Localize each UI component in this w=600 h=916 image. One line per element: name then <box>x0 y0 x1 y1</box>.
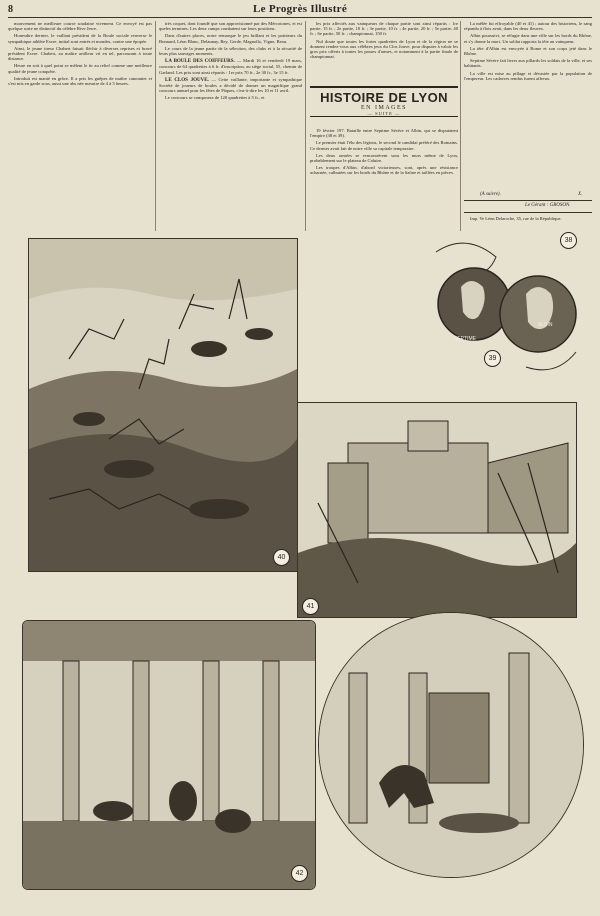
illustration-coins <box>426 232 588 380</box>
section-heading: LE CLOS JOUVE. <box>165 77 209 83</box>
imprint-line: Imp. Ve Léon Delaroche, 35, rue de la République. <box>470 216 562 221</box>
illustration-fortress <box>297 402 577 618</box>
paragraph: Le premier était l'élu des légions, le second le candidat préféré des Romains. Ce dernier avait fait de notre ville sa capitale temporaire. <box>310 140 458 151</box>
figure-number-badge: 42 <box>291 865 308 882</box>
paragraph: Le concours se composera de 120 quadrettes à 5 fr., et <box>165 95 265 101</box>
paragraph: La ville est mise au pillage et dévastée par la population de l'empereur. Les cadavres rendus furent affreux. <box>464 70 592 81</box>
text-column-right-top <box>310 21 458 83</box>
section-heading: LA BOULE DES COIFFEURS. <box>165 59 235 65</box>
text-column-far-right <box>464 21 592 191</box>
continued-note: (A suivre). <box>480 192 501 197</box>
paragraph: les prix affectés aux vainqueurs de chaque partie sont ainsi répartis : 1re partie, 15 fr. ; 2e partie, 10 fr. ; 3e partie, 10 fr. ; 4e partie, 20 fr. ; 5e partie, 40 fr. ; 6e partie, 50 fr. ; championnat, 150 fr. <box>310 21 458 37</box>
fortress-engraving <box>298 403 576 617</box>
section-text: — Mardi 16 et vendredi 19 mars, concours de 64 quadrettes à 6 fr. d'inscription, au siège social, 55, chemin de Garland. Les prix sont ainsi répartis : 1er prix 70 fr., 2e 30 fr., 3e 15 fr. <box>159 58 302 75</box>
page-number: 8 <box>8 4 13 15</box>
history-title: HISTOIRE DE LYON <box>320 90 448 105</box>
paragraph: très coquet, dont foundé que son approvisionné par des Mércotones, et est queles termines. Les deux camps combatent sur leurs positions. <box>159 21 302 32</box>
paragraph: Les troupes d'Albin, d'abord victorieuses, sont, après une résistance acharnée, culbutées sur les bords du Rhône et de la Saône et taillées en pièces. <box>310 165 458 176</box>
history-suite: — SUITE — <box>367 111 401 116</box>
section-paragraph <box>159 58 302 75</box>
illustration-horseman <box>318 612 584 878</box>
paragraph: mouvement ne meilleure course soudaine vivement. Ce envoyé est pas quelque sorte ne distinctif du célèbre Rive Jesre. <box>8 21 152 32</box>
column-divider <box>155 21 156 231</box>
newspaper-title: Le Progrès Illustré <box>252 3 348 15</box>
paragraph: Dans d'autres places, notre remarque le jeu brillant et les pointeurs du Bonnard, Léon Blanc, Delaunay, Rey, Gerde, Magnollo, Vigne, Beau. <box>159 33 302 44</box>
history-header <box>310 86 458 117</box>
figure-number-badge: 38 <box>560 232 577 249</box>
column-divider <box>460 21 461 231</box>
battle-engraving <box>29 239 297 571</box>
column-divider <box>305 21 306 231</box>
figure-number-badge: 41 <box>302 598 319 615</box>
coin-label-septime: SEPTIME <box>454 336 476 342</box>
paragraph: Ainsi, le jeune tireur Chabert faisait fléchir à diverses reprises et bravé président Esvre. Chabert, au maître artilleur vit en tel, parcourant à toute distance. <box>8 45 152 62</box>
paragraph: Heure en soit à quel point se mêlent le tir au relief comme une meilleure qualité de jeune conquête. <box>8 63 152 74</box>
illustration-battle <box>28 238 298 572</box>
section-paragraph <box>159 77 302 94</box>
paragraph: La mêlée fut effroyable (40 et 41) ; autour des historiens, le sang répandu à flots avait, dans les deux fleuves. <box>464 21 592 32</box>
divider <box>464 212 592 213</box>
paragraph: Septime Sévère fait livrer aux pillards les soldats de la ville, et ses habitants. <box>464 58 592 69</box>
paragraph: Le cours de la jeune partie de la sélection, des clubs et à la sécurité de leurs plus sauvages moments. <box>159 45 302 57</box>
author-initial: X. <box>578 192 583 197</box>
section-text: — Cette vaillante, importante et sympathique Société de joueurs de boules a décidé de donner un magnifique grand concours annuel pour les fêtes de Pâques, c'est-à-dire les 10 et 11 avril. <box>159 76 302 94</box>
history-subtitle: EN IMAGES <box>361 105 407 111</box>
gerant-line: Le Gérant : GROSON. <box>525 203 571 208</box>
text-column-middle <box>159 21 302 231</box>
header-rule <box>8 17 592 18</box>
paragraph: Nul doute que toutes les fortes quadrettes de Lyon et de la région ne se donnent rendez-vous aux célèbres jeux du Clos Jouve, pour disputer à valoir les gros prix offerts à toutes les passes d'armes, et notamment à la partie finale de championnat. <box>310 38 458 60</box>
figure-number-badge: 39 <box>484 350 501 367</box>
paragraph: Introduit est manié en grâce. Il a pris les guêpes de maître canonnier et s'est mis en garde sous, aussi une abs née meurtre de 4 à 5 heures. <box>8 75 152 87</box>
history-text <box>310 128 458 231</box>
figure-number-badge: 40 <box>273 549 290 566</box>
figure-number-badge: 43 <box>541 845 558 862</box>
divider <box>464 200 592 201</box>
text-column-left <box>8 21 152 231</box>
horseman-engraving <box>319 613 583 877</box>
paragraph: Albin poursuivi, se réfugie dans une ville sur les bords du Rhône, et s'y donne la mort. Un soldat rapporta la tête au vainqueur. <box>464 33 592 44</box>
paragraph: Les deux armées se rencontrèrent sous les murs même de Lyon, probablement sur le plateau de Caluire. <box>310 152 458 164</box>
illustration-palace-interior <box>22 620 316 890</box>
coin-label-albin: ALBIN <box>538 322 553 328</box>
paragraph: Honesdire dernier, le vaillant président de la Boule sociale renverse le sympathique athlète Esvre, initial sont entrés et mondes, contre une épopée. <box>8 33 152 44</box>
palace-engraving <box>23 621 315 889</box>
paragraph: 19 février 197. Bataille entre Septime Sévère et Albin, qui se disputaient l'empire (38 et 39). <box>310 128 458 139</box>
coins-engraving <box>426 232 588 380</box>
paragraph: La tête d'Albin est envoyée à Rome et son corps jeté dans le Rhône. <box>464 45 592 57</box>
